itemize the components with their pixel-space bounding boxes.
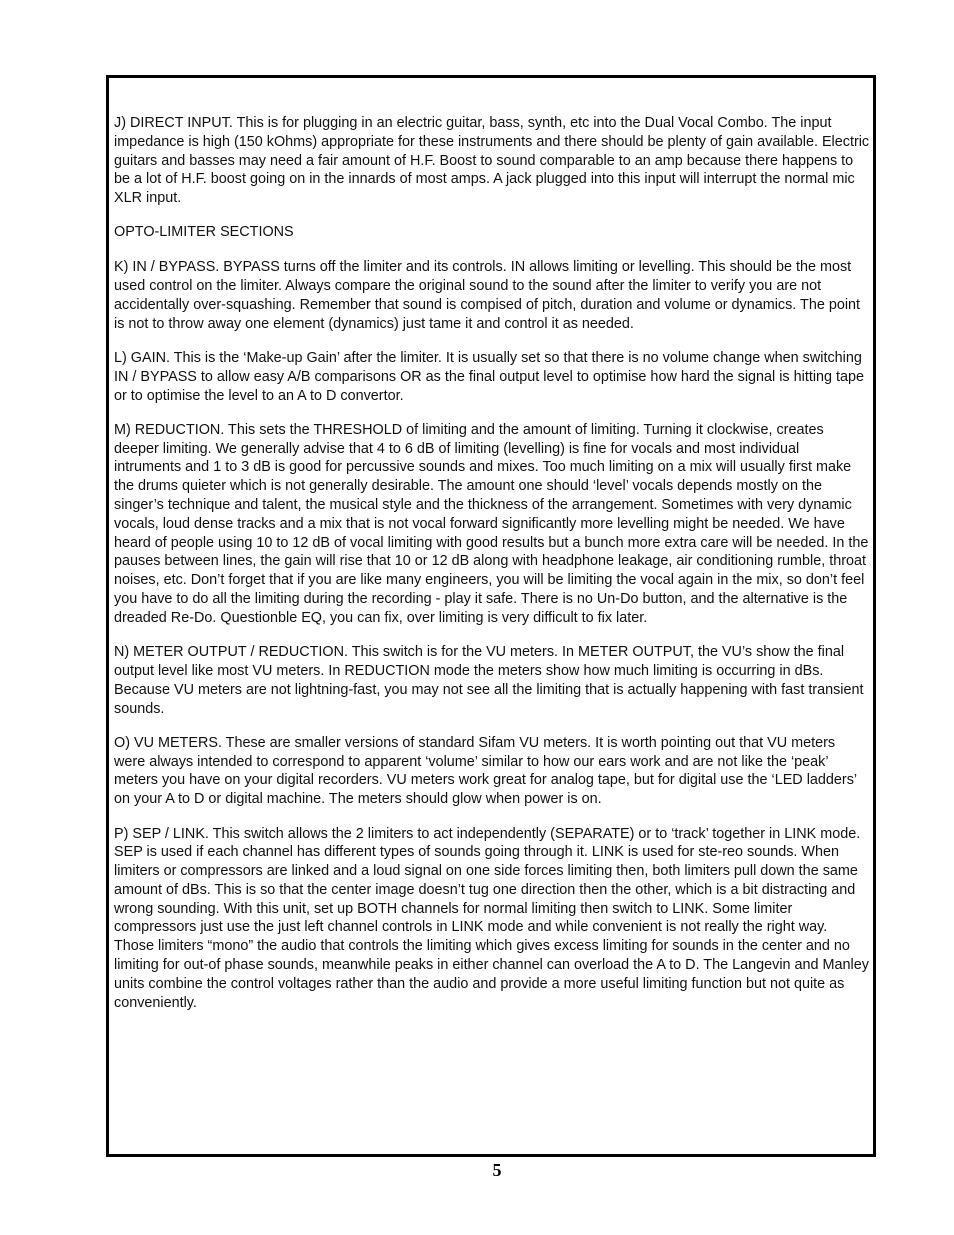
paragraph-vu-meters: O) VU METERS. These are smaller versions of standard Sifam VU meters. It is worth pointing out that VU meters were always intended to correspond to apparent ‘volume’ similar to how our ears work and are not like the ‘peak’ meters you have on your digital recorders. VU meters work great for analog tape, but for digital use the ‘LED ladders’ on your A to D or digital machine. The meters should glow when power is on. (114, 734, 857, 808)
paragraph-reduction: M) REDUCTION. This sets the THRESHOLD of limiting and the amount of limiting. Turning it clockwise, creates deeper limiting. We generally advise that 4 to 6 dB of limiting (levelling) is fine for vocals and most individual intruments and 1 to 3 dB is good for percussive sounds and mixes. Too much limiting on a mix will usually first make the drums quieter which is not generally desirable. The amount one should ‘level’ vocals depends mostly on the singer’s technique and talent, the musical style and the thickness of the arrangement. Sometimes with very dynamic vocals, loud dense tracks and a mix that is not vocal forward significantly more levelling might be needed. We have heard of people using 10 to 12 dB of vocal limiting with good results but a bunch more extra care will be needed. In the pauses between lines, the gain will rise that 10 or 12 dB along with headphone leakage, air conditioning rumble, throat noises, etc. Don’t forget that if you are like many engineers, you will be limiting the vocal again in the mix, so don’t feel you have to do all the limiting during the recording - play it safe. There is no Un-Do button, and the alternative is the dreaded Re-Do. Questionble EQ, you can fix, over limiting is very difficult to fix later. (114, 421, 869, 626)
paragraph-gain: L) GAIN. This is the ‘Make-up Gain’ after the limiter. It is usually set so that there is no volume change when switching IN / BYPASS to allow easy A/B comparisons OR as the final output level to optimise how hard the signal is hitting tape or to optimise the level to an A to D convertor. (114, 349, 865, 404)
manual-body-text (114, 114, 870, 1028)
page-border-frame (106, 75, 876, 1157)
page-number: 5 (492, 1160, 502, 1180)
paragraph-meter-output: N) METER OUTPUT / REDUCTION. This switch is for the VU meters. In METER OUTPUT, the VU’s show the final output level like most VU meters. In REDUCTION mode the meters show how much limiting is occurring in dBs. Because VU meters are not lightning-fast, you may not see all the limiting that is actually happening with fast transient sounds. (114, 644, 864, 717)
paragraph-in-bypass: K) IN / BYPASS. BYPASS turns off the limiter and its controls. IN allows limiting or levelling. This should be the most used control on the limiter. Always compare the original sound to the sound after the limiter to verify you are not accidentally over-squashing. Remember that sound is compised of pitch, duration and volume or dynamics. The point is not to throw away one element (dynamics) just tame it and control it as needed. (114, 259, 861, 332)
paragraph-direct-input: J) DIRECT INPUT. This is for plugging in an electric guitar, bass, synth, etc into the Dual Vocal Combo. The input impedance is high (150 kOhms) appropriate for these instruments and there should be plenty of gain available. Electric guitars and basses may need a fair amount of H.F. Boost to sound comparable to an amp because there happens to be a lot of H.F. boost going on in the innards of most amps. A jack plugged into this input will interrupt the normal mic XLR input. (114, 115, 870, 207)
section-heading-opto-limiter: OPTO-LIMITER SECTIONS (114, 224, 294, 241)
paragraph-sep-link: P) SEP / LINK. This switch allows the 2 limiters to act independently (SEPARATE) or to ‘track’ together in LINK mode. SEP is used if each channel has different types of sounds going through it. LINK is used for ste-reo sounds. When limiters or compressors are linked and a loud signal on one side forces limiting then, both limiters pull down the same amount of dBs. This is so that the center image doesn’t tug one direction then the other, which is a bit distracting and wrong sounding. With this unit, set up BOTH channels for normal limiting then switch to LINK. Some limiter compressors just use the just left channel controls in LINK mode and while convenient is not really the right way. Those limiters “mono” the audio that controls the limiting which gives excess limiting for sounds in the center and no limiting for out-of phase sounds, meanwhile peaks in either channel can overload the A to D. The Langevin and Manley units combine the control voltages rather than the audio and provide a more useful limiting function but not quite as conveniently. (114, 825, 869, 1011)
